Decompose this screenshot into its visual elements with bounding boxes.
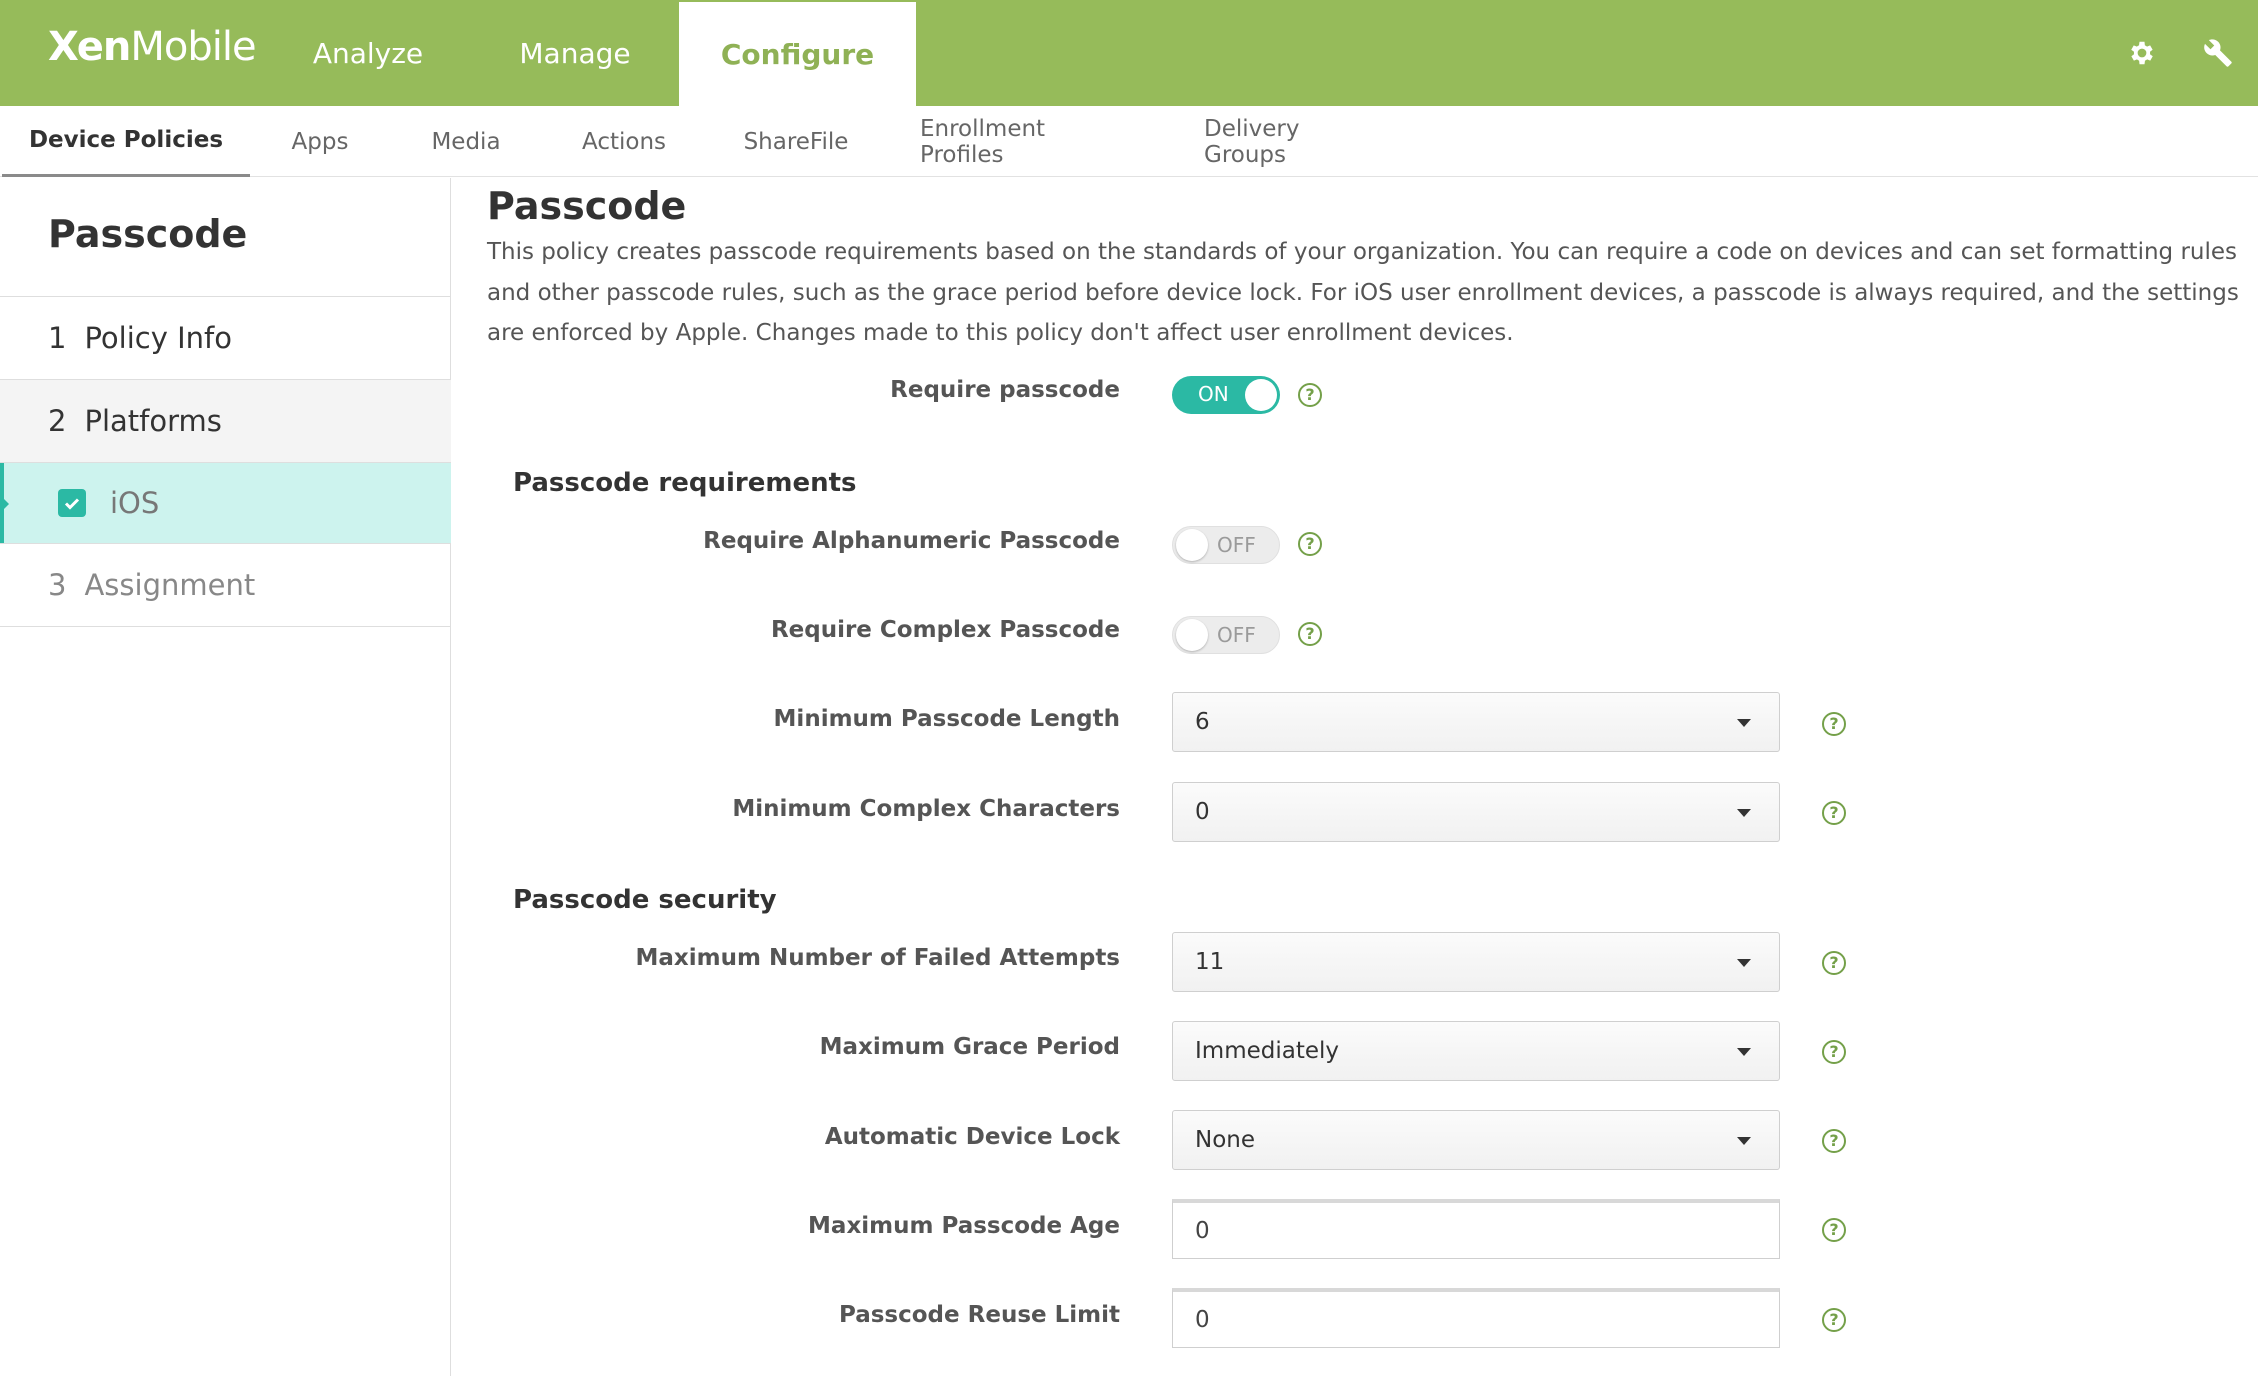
help-icon[interactable]: ? bbox=[1822, 1129, 1846, 1153]
top-bar bbox=[0, 0, 2258, 106]
toggle-knob bbox=[1176, 529, 1208, 561]
grace-period-label: Maximum Grace Period bbox=[819, 1034, 1120, 1060]
sidebar-item-label: Policy Info bbox=[84, 321, 232, 355]
auto-lock-label: Automatic Device Lock bbox=[824, 1124, 1120, 1150]
sidebar-item-label: Platforms bbox=[84, 404, 222, 438]
grace-period-select[interactable]: Immediately bbox=[1172, 1021, 1780, 1081]
section-heading-requirements: Passcode requirements bbox=[513, 468, 857, 498]
max-age-input[interactable] bbox=[1172, 1199, 1780, 1259]
tab-device-policies[interactable]: Device Policies bbox=[2, 106, 250, 177]
selected-arrow-icon bbox=[0, 495, 9, 513]
require-passcode-toggle[interactable]: ON bbox=[1172, 376, 1280, 414]
min-length-label: Minimum Passcode Length bbox=[773, 706, 1120, 732]
alphanumeric-label: Require Alphanumeric Passcode bbox=[703, 528, 1120, 554]
nav-analyze[interactable]: Analyze bbox=[312, 36, 424, 70]
caret-down-icon bbox=[1737, 719, 1751, 727]
sidebar-title: Passcode bbox=[48, 212, 248, 256]
max-failed-label: Maximum Number of Failed Attempts bbox=[635, 945, 1120, 971]
nav-configure[interactable]: Configure bbox=[679, 2, 916, 106]
help-icon[interactable]: ? bbox=[1822, 712, 1846, 736]
caret-down-icon bbox=[1737, 809, 1751, 817]
help-icon[interactable]: ? bbox=[1822, 1308, 1846, 1332]
help-icon[interactable]: ? bbox=[1822, 1040, 1846, 1064]
help-icon[interactable]: ? bbox=[1822, 801, 1846, 825]
help-icon[interactable]: ? bbox=[1822, 1218, 1846, 1242]
min-complex-select[interactable]: 0 bbox=[1172, 782, 1780, 842]
tab-enrollment-profiles[interactable]: Enrollment Profiles bbox=[920, 115, 1046, 168]
complex-toggle[interactable]: OFF bbox=[1172, 616, 1280, 654]
caret-down-icon bbox=[1737, 1048, 1751, 1056]
nav-manage[interactable]: Manage bbox=[519, 36, 631, 70]
require-passcode-label: Require passcode bbox=[890, 377, 1120, 403]
max-age-label: Maximum Passcode Age bbox=[808, 1213, 1120, 1239]
caret-down-icon bbox=[1737, 959, 1751, 967]
help-icon[interactable]: ? bbox=[1822, 951, 1846, 975]
section-heading-security: Passcode security bbox=[513, 885, 777, 915]
max-failed-select[interactable]: 11 bbox=[1172, 932, 1780, 992]
divider bbox=[0, 626, 451, 627]
page-title: Passcode bbox=[487, 184, 687, 228]
gear-icon[interactable] bbox=[2119, 30, 2165, 76]
wizard-sidebar bbox=[0, 178, 451, 1376]
wrench-icon[interactable] bbox=[2195, 30, 2241, 76]
auto-lock-select[interactable]: None bbox=[1172, 1110, 1780, 1170]
sidebar-item-ios[interactable] bbox=[0, 463, 451, 543]
caret-down-icon bbox=[1737, 1137, 1751, 1145]
xenmobile-logo[interactable]: XenMobile bbox=[48, 24, 256, 70]
checkbox-checked-icon[interactable] bbox=[58, 489, 86, 517]
help-icon[interactable]: ? bbox=[1298, 383, 1322, 407]
reuse-limit-label: Passcode Reuse Limit bbox=[838, 1302, 1120, 1328]
tab-apps[interactable]: Apps bbox=[291, 128, 349, 155]
toggle-knob bbox=[1176, 619, 1208, 651]
tab-delivery-groups[interactable]: Delivery Groups bbox=[1204, 115, 1300, 168]
sidebar-item-label: iOS bbox=[110, 486, 160, 520]
complex-label: Require Complex Passcode bbox=[770, 617, 1120, 643]
sidebar-item-policy-info[interactable]: 1 Policy Info bbox=[48, 321, 232, 355]
alphanumeric-toggle[interactable]: OFF bbox=[1172, 526, 1280, 564]
tab-sharefile[interactable]: ShareFile bbox=[743, 128, 849, 155]
reuse-limit-input[interactable] bbox=[1172, 1288, 1780, 1348]
min-complex-label: Minimum Complex Characters bbox=[732, 796, 1120, 822]
sidebar-item-platforms[interactable]: 2 Platforms bbox=[0, 380, 451, 462]
tab-actions[interactable]: Actions bbox=[581, 128, 666, 155]
help-icon[interactable]: ? bbox=[1298, 622, 1322, 646]
toggle-knob bbox=[1245, 379, 1277, 411]
help-icon[interactable]: ? bbox=[1298, 532, 1322, 556]
sidebar-item-label: Assignment bbox=[84, 568, 256, 602]
sidebar-item-assignment[interactable]: 3 Assignment bbox=[48, 568, 256, 602]
sub-nav bbox=[0, 106, 2258, 177]
tab-media[interactable]: Media bbox=[431, 128, 501, 155]
policy-description: This policy creates passcode requirements based on the standards of your organization. You can require a code on devices and can set formatting rules and other passcode rules, such as the grace period before device lock. For iOS user enrollment devices, a passcode is always required, and the settings are enforced by Apple. Changes made to this policy don't affect user enrollment devices. bbox=[487, 239, 2239, 346]
min-length-select[interactable]: 6 bbox=[1172, 692, 1780, 752]
